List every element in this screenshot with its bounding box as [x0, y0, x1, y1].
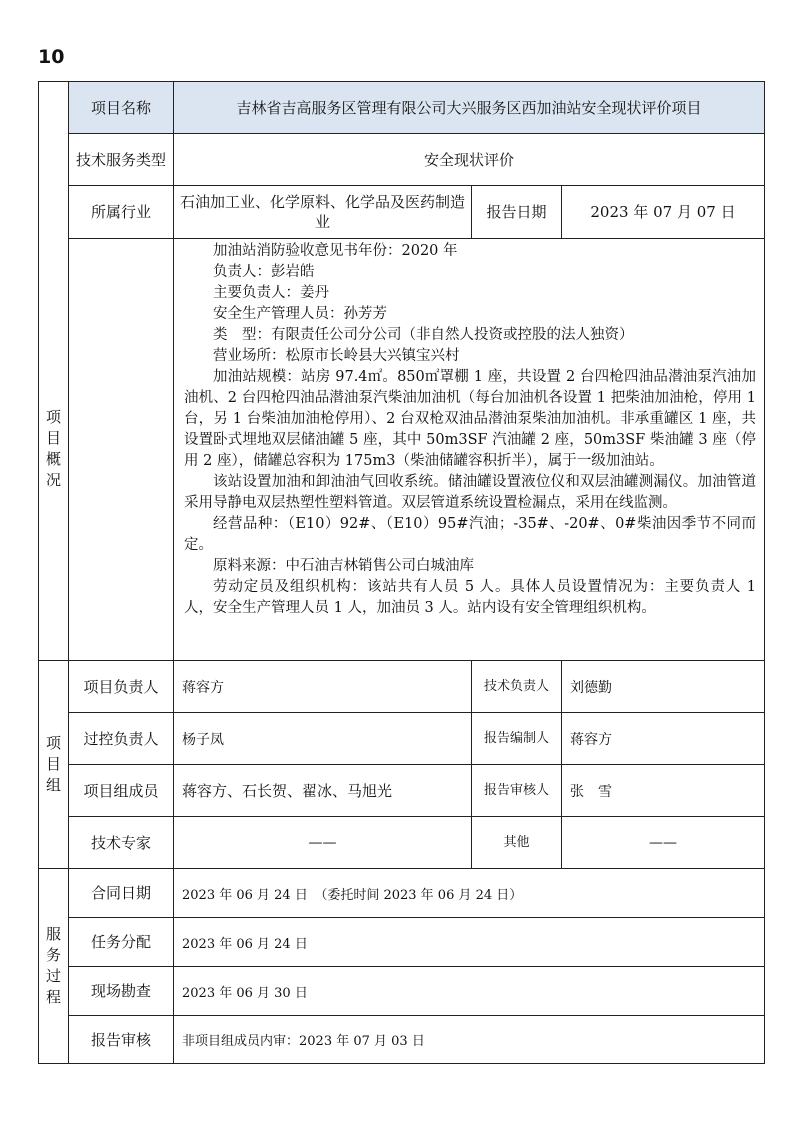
team-row-label-2: 报告编制人 — [471, 712, 562, 765]
project-name-label: 项目名称 — [68, 81, 174, 134]
overview-paragraph: 安全生产管理人员：孙芳芳 — [213, 306, 387, 322]
team-section-label: 项目组 — [38, 660, 69, 869]
service-row-value: 2023 年 06 月 24 日 — [173, 917, 765, 967]
team-row-label-2: 其他 — [471, 816, 562, 869]
page-number: 10 — [38, 46, 65, 68]
industry-label: 所属行业 — [68, 185, 174, 239]
team-row-value-2: 张 雪 — [561, 764, 765, 817]
service-row-label: 任务分配 — [68, 917, 174, 967]
overview-left-blank — [68, 238, 174, 661]
service-row-label: 合同日期 — [68, 868, 174, 918]
team-row-value-2: 刘德勤 — [561, 660, 765, 713]
service-section-label: 服务过程 — [38, 868, 69, 1064]
service-row-value: 2023 年 06 月 30 日 — [173, 966, 765, 1016]
team-row-label-2: 技术负责人 — [471, 660, 562, 713]
service-row-label: 现场勘查 — [68, 966, 174, 1016]
team-row-value: —— — [173, 816, 472, 869]
team-row-label: 技术专家 — [68, 816, 174, 869]
team-row-value: 杨子凤 — [173, 712, 472, 765]
overview-paragraph: 加油站消防验收意见书年份：2020 年 — [213, 243, 458, 259]
overview-section-label: 项目概况 — [38, 238, 69, 661]
team-row-label: 项目负责人 — [68, 660, 174, 713]
overview-paragraph: 营业场所：松原市长岭县大兴镇宝兴村 — [213, 348, 460, 364]
service-row-value: 2023 年 06 月 24 日 （委托时间 2023 年 06 月 24 日） — [173, 868, 765, 918]
report-date-value: 2023 年 07 月 07 日 — [561, 185, 765, 239]
service-row-value: 非项目组成员内审：2023 年 07 月 03 日 — [173, 1015, 765, 1064]
overview-paragraph: 负责人：彭岩皓 — [213, 264, 315, 280]
team-row-value-2: —— — [561, 816, 765, 869]
evaluation-form-table — [38, 81, 765, 1064]
overview-paragraph: 劳动定员及组织机构：该站共有人员 5 人。具体人员设置情况为：主要负责人 1 人，安全生产管理人员 1 人，加油员 3 人。站内设有安全管理组织机构。 — [184, 579, 756, 616]
overview-paragraph: 该站设置加油和卸油油气回收系统。储油罐设置液位仪和双层油罐测漏仪。加油管道采用导静电双层热塑性塑料管道。双层管道系统设置检漏点，采用在线监测。 — [184, 474, 756, 511]
service-row-label: 报告审核 — [68, 1015, 174, 1064]
team-row-label: 过控负责人 — [68, 712, 174, 765]
team-row-label: 项目组成员 — [68, 764, 174, 817]
overview-paragraph: 类 型：有限责任公司分公司（非自然人投资或控股的法人独资） — [213, 327, 634, 343]
overview-content — [173, 238, 765, 661]
team-row-label-2: 报告审核人 — [471, 764, 562, 817]
overview-paragraph: 经营品种：（E10）92#、（E10）95#汽油；-35#、-20#、0#柴油因季节不同而定。 — [184, 516, 756, 553]
team-row-value: 蒋容方 — [173, 660, 472, 713]
team-row-value-2: 蒋容方 — [561, 712, 765, 765]
overview-paragraph: 主要负责人：姜丹 — [213, 285, 329, 301]
service-type-label: 技术服务类型 — [68, 133, 174, 186]
team-row-value: 蒋容方、石长贺、翟冰、马旭光 — [173, 764, 472, 817]
overview-paragraph: 原料来源：中石油吉林销售公司白城油库 — [213, 558, 474, 574]
overview-paragraph: 加油站规模：站房 97.4㎡。850㎡罩棚 1 座，共设置 2 台四枪四油品潜油泵汽油加油机、2 台四枪四油品潜油泵汽柴油加油机（每台加油机各设置 1 把柴油加油枪，停用 1 台，另 1 台柴油加油枪停用）、2 台双枪双油品潜油泵柴油加油机。非承重罐区 1 座，共设置卧式埋地双层储油罐 5 座，其中 50m3SF 汽油罐 2 座，50m3SF 柴油罐 3 座（停用 2 座），储罐总容积为 175m3（柴油储罐容积折半），属于一级加油站。 — [184, 369, 756, 469]
report-date-label: 报告日期 — [471, 185, 562, 239]
project-name-value: 吉林省吉高服务区管理有限公司大兴服务区西加油站安全现状评价项目 — [173, 81, 765, 134]
industry-value: 石油加工业、化学原料、化学品及医药制造业 — [173, 185, 472, 239]
service-type-value: 安全现状评价 — [173, 133, 765, 186]
